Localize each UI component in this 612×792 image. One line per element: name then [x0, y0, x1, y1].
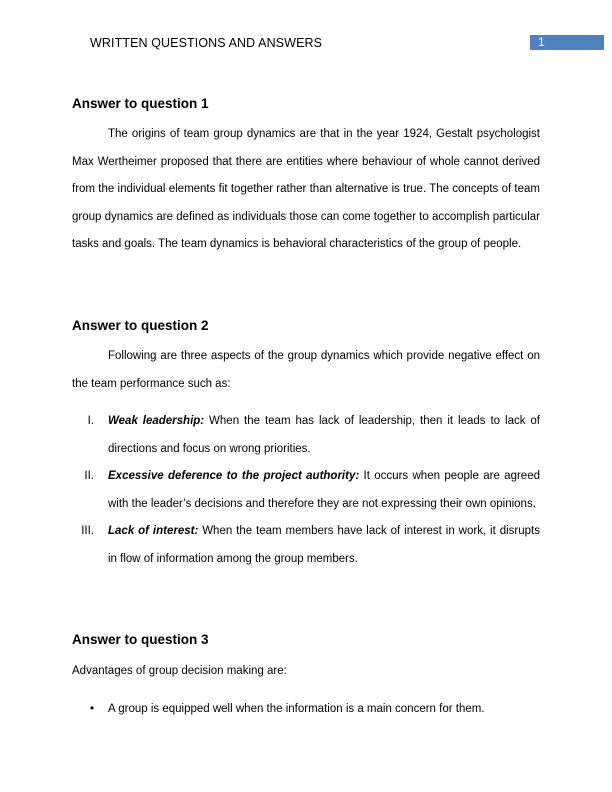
list-item-term: Lack of interest:	[108, 525, 199, 537]
page-number-badge: 1	[530, 35, 604, 50]
list-item-number: II.	[84, 470, 94, 482]
list-item-term: Weak leadership:	[108, 415, 205, 427]
list-item-term: Excessive deference to the project authority:	[108, 470, 360, 482]
bullet-text: A group is equipped well when the information is a main concern for them.	[108, 703, 485, 715]
list-item-number: III.	[81, 525, 94, 537]
negative-aspects-list	[72, 408, 540, 573]
bullet-icon: •	[90, 703, 95, 715]
running-header-title: WRITTEN QUESTIONS AND ANSWERS	[90, 36, 323, 50]
section-heading-q2: Answer to question 2	[72, 318, 209, 333]
list-item-text: It occurs when people are agreed with the leader’s decisions and therefore they are not expressing their own opinions.	[108, 470, 540, 510]
list-item	[72, 463, 540, 518]
section-paragraph-q3: Advantages of group decision making are:	[72, 665, 287, 677]
section-paragraph-q2: Following are three aspects of the group dynamics which provide negative effect on the team performance such as:	[72, 350, 540, 390]
section-heading-q1: Answer to question 1	[72, 96, 209, 111]
list-item	[72, 408, 540, 463]
list-item	[72, 518, 540, 573]
list-item-number: I.	[87, 415, 94, 427]
list-item-text: When the team has lack of leadership, then it leads to lack of directions and focus on wrong priorities.	[108, 415, 540, 455]
list-item-text: When the team members have lack of interest in work, it disrupts in flow of information among the group members.	[108, 525, 540, 565]
section-heading-q3: Answer to question 3	[72, 632, 209, 647]
section-paragraph-q1: The origins of team group dynamics are that in the year 1924, Gestalt psychologist Max Wertheimer proposed that there are entities where behaviour of whole cannot derived from the individual elements fit together rather than alternative is true. The concepts of team group dynamics are defined as individuals those can come together to accomplish particular tasks and goals. The team dynamics is behavioral characteristics of the group of people.	[72, 128, 540, 250]
